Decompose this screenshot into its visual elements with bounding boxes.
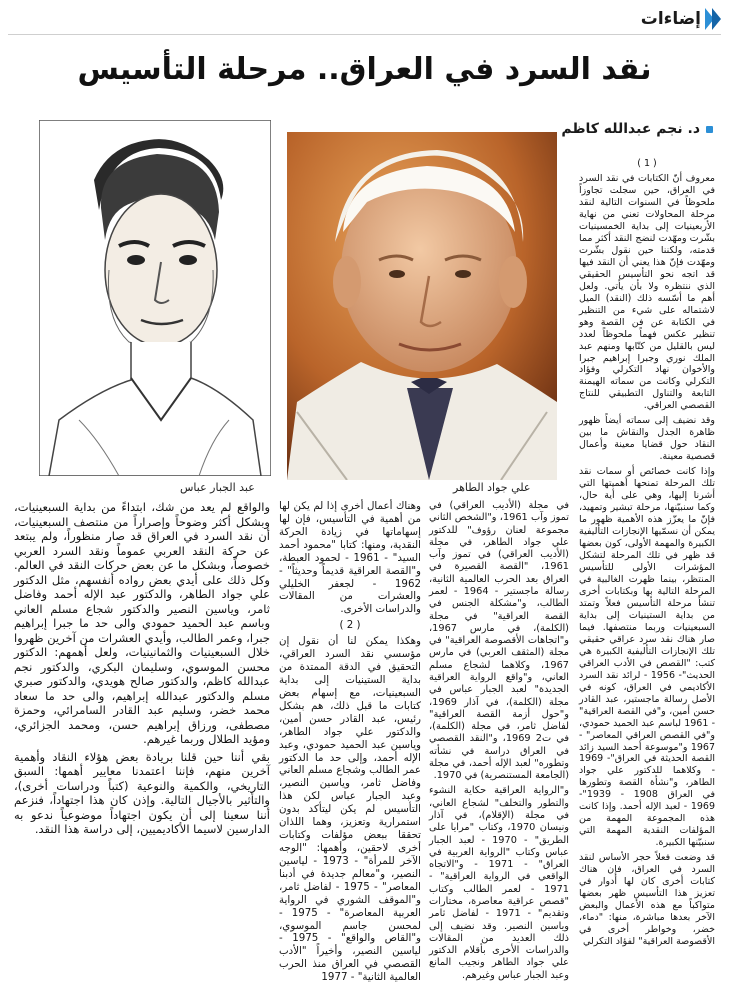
paragraph: وهكذا يمكن لنا أن نقول إن مؤسسي نقد السرد العراقي، التحقيق في الدقة الممتدة من بداية الستينيات إلى بداية السبعينيات، مع إسهام بعض كتابات ما قبل ذلك، هم بشكل رئيس، عبد القادر حسن أمين، والدكتور علي جواد الطاهر، وياسين عبد الحميد حمودي، وعبد الإله أحمد، وإلى حد ما الدكتور عمر الطالب وشجاع مسلم العاني وفاضل ثامر، وياسين النصير، وعبد الجبار عباس لكن هذا التأسيس لم يكن ليتأكد بدون استمرارية وتعزيز، وهما اللذان تحققا ببعض مؤلفات وكتابات أخرى لاحقين، وأهمها: "الوجه الآخر للمرأة" - 1973 - لياسين النصير، و"معالم جديدة في أدبنا المعاصر" - 1975 - لفاضل ثامر، و"الموقف الشوري في الرواية العربية المعاصرة" - 1975 - لمحسن جاسم الموسوي، و"القاص والواقع" - 1975 - لياسين النصير، وأخيراً "الأدب القصصي في العراق منذ الحرب العالمية الثانية" - 1977 — [279, 635, 421, 984]
paragraph: وقد نضيف إلى سماته أيضاً ظهور ظاهرة الجدل والنقاش ما بين النقاد حول قضايا معينة وأعمال قصصية معينة. — [579, 415, 715, 463]
section-label: إضاءات — [640, 9, 701, 29]
article-column-right — [579, 158, 715, 951]
paragraph: وهناك أعمال أخرى إذا لم يكن لها من أهمية في التأسيس، فإن لها إسهاماتها في زيادة الحركة النقدية، ومنها: كتابا "محمود أحمد السيد" - 1961 - لحمود العبطة، و"القصة العراقية قديماً وحديثاً" - 1962 - لجعفر الخليلي والعشرات من المقالات والدراسات الأخرى. — [279, 500, 421, 616]
paragraph: قد وضعت فعلاً حجر الأساس لنقد السرد في العراق، فإن هناك كتابات أخرى كان لها أدوار في تعزيز هذا التأسيس ظهر بعضها متواكباً مع هذه الأعمال والبعض الآخر بعدها مباشرة، منها: "دماء، خضر، وخواطر أخرى في الأقصوصة العراقية" لفؤاد التكرلي — [579, 852, 715, 947]
paragraph: وإذا كانت خصائص أو سمات نقد تلك المرحلة تمنحها أهميتها التي أشرنا إليها، وهي على أية حال، وكما سنبيّنها، مرحلة تبشير وتمهيد، فإنّ ما يعزّز هذه الأهمية ظهور ما يمكن أن نسمّيها الإنجازات التأليفية الكبيرة والمهمة الأولى، كون بعضها قد ظهر في تلك المرحلة لتشكل المؤشرات الأولى للتأسيس المنتظر، بينما ظهرت الغالبية في المرحلة التالية بها وبكتابات أخرى تنشأ مرحلة التأسيس فعلاً وتمتد من بداية الستينيات إلى بداية السبعينيات وربما منتصفها. فيما صار هناك نقد سرد عراقي حقيقي تلك الإنجازات التأليفية الكبيرة هي كتب: "القصص في الأدب العراقي الحديث"- 1956 - لرائد نقد السرد الأكاديمي في العراق، كونه في الأصل رسالة ماجستير، عبد القادر حسن أمين، و"في القصة العراقية" - 1961 لباسم عبد الحميد حمودي، و"في القصص العراقي المعاصر" - 1967 و"موسوعة أحمد السيد زائد القصة الحديثة في العراق"- 1969 - وكلاهما للدكتور علي جواد الطاهر، و"نشأة القصة وتطورها في العراق 1908 - 1939"- 1969 - لعبد الإله أحمد. وإذا كانت هذه المجموعة المهمة من المؤلفات النقدية المهمة التي سنبيّنها الكبيرة. — [579, 466, 715, 849]
paragraph: والواقع لم يعد من شك، ابتداءً من بداية السبعينيات، وبشكل أكثر وضوحاً وإصراراً من منتصف السبعينيات، أن نقد السرد في العراق قد صار منظوراً، ولم يبتعد عن حركة النقد العربي عموماً ونقد السرد العربي خصوصاً، وبشكل ما عن بعض حركات النقد في العالم. وكل ذلك على أيدي بعض رواده أنفسهم، مثل الدكتور علي جواد الطاهر، والدكتور عبد الإله أحمد وفاضل ثامر، وياسين النصير والدكتور شجاع مسلم العاني وباسم عبد الحميد حمودي والى حد ما جبرا إبراهيم جبرا، وعمر الطالب، وأيدي العشرات من آخرين ظهروا خلال السبعينيات والثمانينيات، ولعل أهمهم: الدكتور محسن الموسوي، وسليمان البكري، والدكتور نجم عبدالله كاظم، والدكتور صالح هويدي، والدكتور صبري مسلم والدكتور عبدالله إبراهيم، والى حد ما سعاد محمد خضر، وسليم عبد القادر السامرائي، وحمزة مصطفى، ورزاق إبراهيم حسن، ومحمد الجزائري، ومؤيد الطلال وربما غيرهم. — [14, 500, 270, 746]
top-divider — [8, 34, 721, 35]
portrait-painting-image — [287, 132, 557, 480]
page-title: نقد السرد في العراق.. مرحلة التأسيس — [77, 52, 652, 87]
author-name: د. نجم عبدالله كاظم — [561, 121, 700, 137]
paragraph: في مجلة (الأديب العراقي) في تموز وآب 1961، و"الشخص الثاني مجموعة لعنان رؤوف" للدكتور علي جواد الطاهر، في مجلة (الأديب العراقي) في تموز وآب 1961، "القصة القصيرة في العراق بعد الحرب العالمية الثانية، رسالة ماجستير - 1964 - لعمر الطالب، و"مشكلة الجنس في القصة العراقية" في مجلة (الكلمة)، في مارس 1967، و"اتجاهات الأقصوصة العراقية" في مجلة (المثقف العربي) في مارس 1967، وكلاهما لشجاع مسلم العاني، و"واقع الرواية العراقية الجديدة" لعبد الجبار عباس في مجلة (الكلمة)، في آذار 1969، و"حول أزمة القصة العراقية" لفاضل ثامر، في مجلة (الكلمة)، في ت2 1969، و"النقد القصصي في العراق دراسة في نشأته وتطوره" لعبد الإله أحمد، في مجلة (الجامعة المستنصرية) في 1970. — [429, 500, 569, 782]
portrait-sketch-image — [39, 120, 271, 476]
chevron-icons — [707, 8, 721, 30]
paragraph: و"الرواية العراقية حكاية النشوء والتطور والتخلف" لشجاع العاني، في مجلة (الإقلام)، في آذار ونيسان 1970، وكتاب "مرايا على الطريق" - 1970 - لعبد الجبار عباس وكتاب "الرواية العربية في العراق" - 1971 - و"الاتجاه الواقعي في الرواية العراقية" - 1971 - لعمر الطالب وكتاب "قصص عراقية معاصرة، مختارات وتقديم" - 1971 - لفاضل ثامر وياسين النصير. وقد نضيف إلى ذلك العديد من المقالات والدراسات الأخرى بأقلام الدكتور علي جواد الطاهر ونجيب المانع وعبد الجبار عباس وغيرهم. — [429, 785, 569, 981]
photo-caption-right: علي جواد الطاهر — [453, 481, 531, 494]
section-number: ( 1 ) — [637, 158, 657, 169]
byline — [561, 121, 713, 137]
article-column-mid-left — [279, 500, 421, 987]
article-column-middle — [429, 500, 569, 985]
article-column-left — [14, 500, 270, 840]
section-number: ( 2 ) — [339, 619, 361, 632]
bullet-icon — [706, 126, 713, 133]
section-tab — [641, 6, 721, 32]
paragraph: معروف أنّ الكتابات في نقد السرد في العراق، حين سجلت تجاوزاً ملحوظاً في السنوات التالية لنقد مرحلة المحاولات تعني من نهاية الأربعينيات إلى بداية الخمسينيات بشّرت ومهّدت لنضج النقد أكثر مما قدمته، ولكننا حين نقول بشّرت ومهّدت فإنّ هذا يعني أن النقد فيها قد اتجه نحو التأسيس الحقيقي الذي ننتظره ولا بأن يأتي. ولعل أهم ما أسّسه ذلك (النقد) الميل لاشتماله على شيء من التنظير في الكتابة عن فن القصة وهو تنظير عكس فهماً ملحوظاً لعدد ليس بالقليل من كتّابها ومنهم عبد الملك نوري وجبرا إبراهيم جبرا والأخوان نهاد التكرلي وفؤاد التكرلي وكانت من سماته الهيمنة التابعة والتناول التطبيقي للنتاج القصصي العراقي. — [579, 172, 715, 412]
chevron-icon — [712, 8, 721, 30]
photo-caption-left: عبد الجبار عباس — [180, 481, 255, 494]
paragraph: بقي أننا حين قلنا بريادة بعض هؤلاء النقاد وأهمية آخرين منهم، فإننا اعتمدنا معايير أهمها: السبق التاريخي، والكمية والنوعية (كتباً ودراسات أخرى)، والتأثير بالأجيال التالية. وإذن كان هذا اجتهاداً، فنزعم أننا سعينا إلى أن يكون اجتهاداً موضوعياً ندعو به الدارسين لاسيما الأكاديميين، إلى دراسة هذا النقد. — [14, 749, 270, 836]
